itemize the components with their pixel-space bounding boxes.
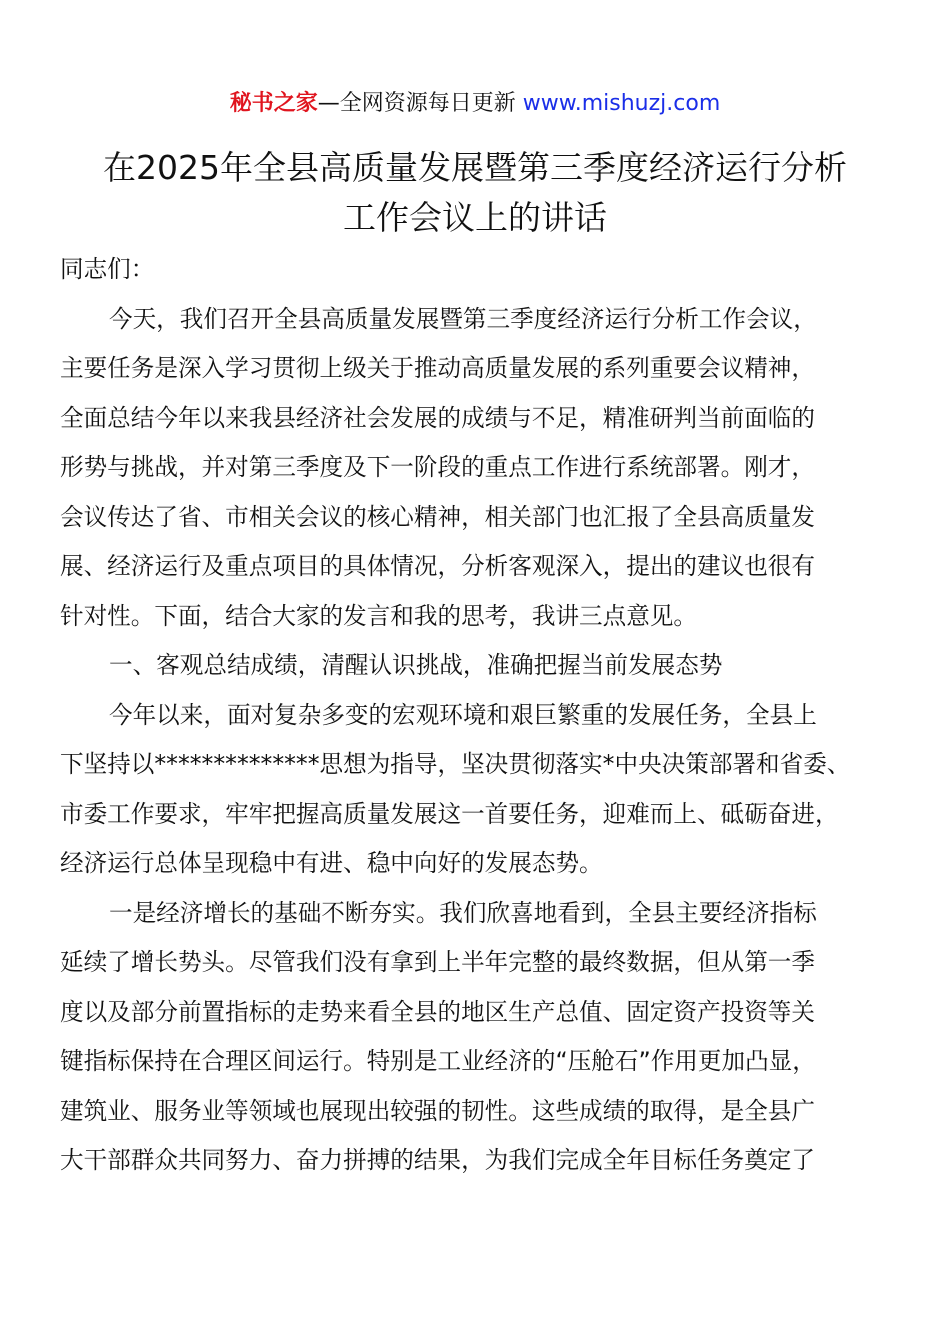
paragraph-line: 延续了增长势头。尽管我们没有拿到上半年完整的最终数据，但从第一季 xyxy=(60,948,815,976)
site-name: 秘书之家 xyxy=(229,91,318,116)
title-line-2: 工作会议上的讲话 xyxy=(343,198,607,237)
section-heading: 一、客观总结成绩，清醒认识挑战，准确把握当前发展态势 xyxy=(109,651,723,679)
paragraph-line: 今年以来，面对复杂多变的宏观环境和艰巨繁重的发展任务，全县上 xyxy=(109,700,817,729)
document-title xyxy=(40,143,910,243)
paragraph-line: 全面总结今年以来我县经济社会发展的成绩与不足，精准研判当前面临的 xyxy=(60,403,815,432)
header-dash: — xyxy=(317,91,340,116)
paragraph-line: 度以及部分前置指标的走势来看全县的地区生产总值、固定资产投资等关 xyxy=(60,997,815,1026)
paragraph-line: 会议传达了省、市相关会议的核心精神，相关部门也汇报了全县高质量发 xyxy=(60,502,815,531)
paragraph-line: 今天，我们召开全县高质量发展暨第三季度经济运行分析工作会议， xyxy=(109,304,817,333)
paragraph-line: 市委工作要求，牢牢把握高质量发展这一首要任务，迎难而上、砥砺奋进， xyxy=(60,799,839,828)
paragraph-line: 下坚持以**************思想为指导，坚决贯彻落实*中央决策部署和省委、 xyxy=(60,750,851,778)
paragraph-line: 经济运行总体呈现稳中有进、稳中向好的发展态势。 xyxy=(60,849,603,877)
paragraph-line: 一是经济增长的基础不断夯实。我们欣喜地看到，全县主要经济指标 xyxy=(109,898,817,927)
paragraph-line: 建筑业、服务业等领域也展现出较强的韧性。这些成绩的取得，是全县广 xyxy=(60,1096,815,1125)
paragraph-line: 展、经济运行及重点项目的具体情况，分析客观深入，提出的建议也很有 xyxy=(60,552,815,580)
title-line-1: 在2025年全县高质量发展暨第三季度经济运行分析 xyxy=(103,148,847,187)
paragraph-line: 针对性。下面，结合大家的发言和我的思考，我讲三点意见。 xyxy=(60,601,698,630)
paragraph-line: 形势与挑战，并对第三季度及下一阶段的重点工作进行系统部署。刚才， xyxy=(60,453,815,481)
greeting: 同志们： xyxy=(60,255,155,283)
paragraph-line: 大干部群众共同努力、奋力拼搏的结果，为我们完成全年目标任务奠定了 xyxy=(60,1146,815,1174)
site-slogan: 全网资源每日更新 xyxy=(339,91,516,116)
speech-body xyxy=(60,245,900,1186)
site-url-link[interactable]: www.mishuzj.com xyxy=(522,91,721,116)
site-header xyxy=(0,88,950,120)
paragraph-line: 主要任务是深入学习贯彻上级关于推动高质量发展的系列重要会议精神， xyxy=(60,354,815,382)
paragraph-line: 键指标保持在合理区间运行。特别是工业经济的“压舱石”作用更加凸显， xyxy=(60,1047,816,1075)
